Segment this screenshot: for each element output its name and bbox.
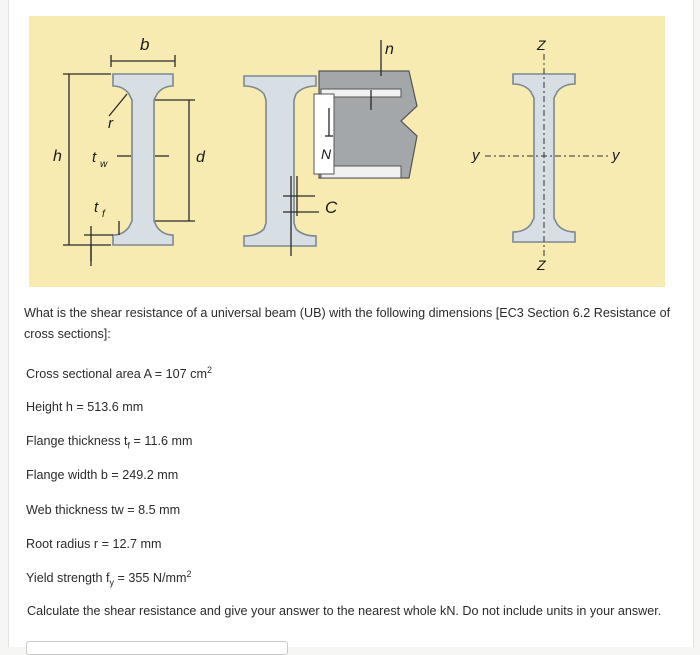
label-z-top: Z [537, 37, 546, 53]
instruction-line: Calculate the shear resistance and give your answer to the nearest whole kN. Do not include units in your answer. [27, 604, 662, 618]
flange-thickness-sub: f [127, 440, 131, 451]
area-sup: 2 [206, 365, 212, 375]
label-y-left: y [472, 147, 480, 164]
label-d: d [196, 149, 205, 166]
beam-diagram [29, 16, 665, 287]
question-intro: What is the shear resistance of a universal beam (UB) with the following dimensions [EC3 Section 6.2 Resistance of cross sections]: [24, 306, 671, 341]
area-line [26, 365, 212, 381]
yield-strength-line [26, 569, 192, 588]
flange-thickness-pre: Flange thickness t [26, 434, 128, 448]
area-text: Cross sectional area A = 107 cm [26, 367, 207, 382]
web-thickness-line: Web thickness tw = 8.5 mm [26, 503, 181, 517]
answer-input[interactable] [26, 641, 288, 655]
label-N: N [321, 146, 332, 162]
flange-thickness-post: = 11.6 mm [130, 434, 193, 448]
label-b: b [140, 35, 150, 54]
root-radius-line: Root radius r = 12.7 mm [26, 537, 162, 551]
flange-width-line: Flange width b = 249.2 mm [26, 468, 179, 482]
label-y-right: y [612, 147, 620, 164]
yield-pre: Yield strength f [26, 571, 110, 586]
yield-sup: 2 [186, 569, 192, 579]
label-n: n [385, 41, 394, 58]
label-tf-sub: f [102, 209, 105, 220]
label-z-bottom: Z [537, 257, 546, 273]
label-h: h [53, 148, 62, 165]
label-tf: t [94, 199, 99, 216]
yield-post: = 355 N/mm [114, 571, 187, 586]
label-C: C [325, 198, 338, 217]
yield-sub: y [109, 577, 115, 588]
end-plate [314, 94, 334, 174]
flange-thickness-line [26, 434, 192, 451]
label-tw-sub: w [100, 159, 108, 170]
beam-figure [29, 16, 665, 287]
label-tw: t [92, 149, 97, 166]
label-r: r [108, 115, 113, 132]
height-line: Height h = 513.6 mm [26, 400, 144, 414]
